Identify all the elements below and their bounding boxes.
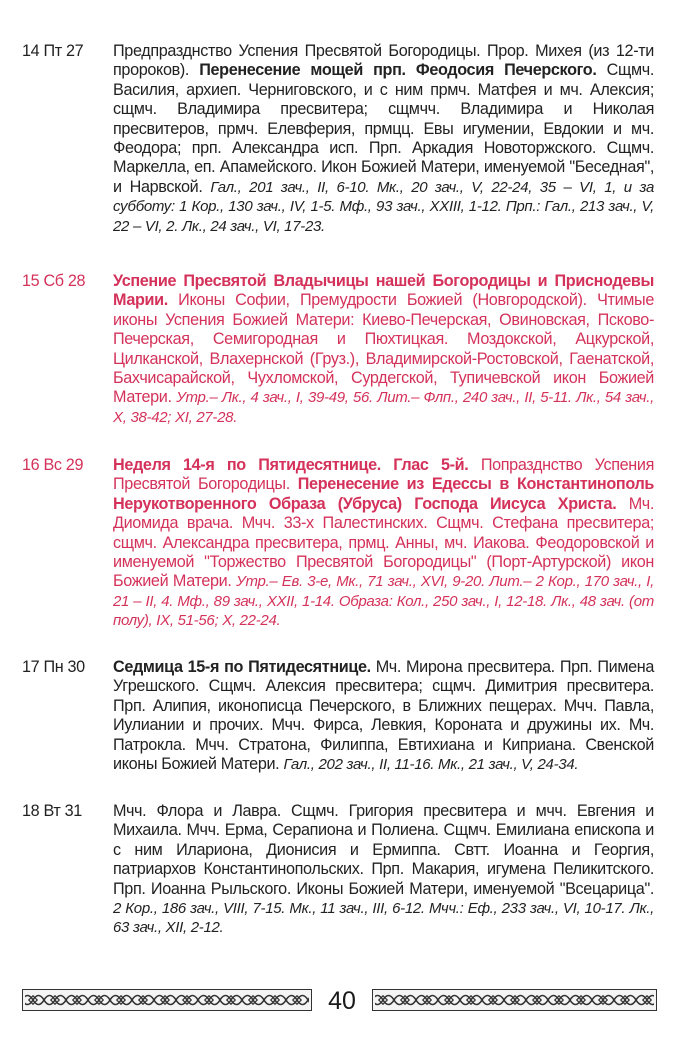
entry-text-part: Сщмч. Василия, архиеп. Черниговского, и с ним прмч. Матфея и мч. Алексия; сщмч. Владимира пресвитера; сщмчч. Владимира и Николая пресвитеров, прмч. Елевферия, прмцц. Евы игумении, Евдокии и мч. Феодора; прп. Александра исп. Прп. Аркадия Новоторжского. Сщмч. Маркелла, еп. Апамейского. Икон Божией Матери, именуемой "Беседная", и Нарвской. (113, 61, 655, 196)
feast-title: Успение Пресвятой Владычицы нашей Богородицы и Приснодевы Марии. (113, 272, 654, 310)
scripture-readings: Утр.– Ев. 3-е, Мк., 71 зач., XVI, 9-20. Лит.– 2 Кор., 170 зач., I, 21 – II, 4. Мф., 89 зач., XXII, 1-14. Образа: Кол., 250 зач., I, 12-18. Лк., 48 зач. (от полу), IX, 51-56; X, 22-24. (113, 573, 654, 630)
feast-title: Перенесение мощей прп. Феодосия Печерского. (199, 61, 597, 80)
entry-date: 18 Вт 31 (22, 802, 82, 820)
entry-text (113, 658, 654, 774)
entry-text-part: Мч. Диомида врача. Мчч. 33-х Палестинских. Сщмч. Стефана пресвитера; сщмч. Александра пресвитера, прмц. Анны, мч. Иакова. Феодоровской и именуемой "Торжество Пресвятой Богородицы" (Порт-Артурской) икон Божией Матери. (113, 494, 654, 591)
scripture-readings: Гал., 202 зач., II, 11-16. Мк., 21 зач., V, 24-34. (283, 756, 579, 774)
feast-title: Перенесение из Едессы в Константинополь Нерукотворенного Образа (Убруса) Господа Иисуса Христа. (113, 475, 654, 513)
entry-text (113, 802, 654, 938)
scripture-readings: 2 Кор., 186 зач., VIII, 7-15. Мк., 11 зач., III, 6-12. Мчч.: Еф., 233 зач., VI, 10-17. Лк., 63 зач., XII, 2-12. (113, 900, 654, 937)
page-number: 40 (328, 987, 356, 1015)
ornament-left-icon (22, 989, 312, 1011)
entry-text-part: Предпразднство Успения Пресвятой Богородицы. Прор. Михея (из 12-ти пророков). (113, 42, 654, 80)
page-footer (0, 986, 677, 1016)
entry-text (113, 42, 654, 236)
scripture-readings: Утр.– Лк., 4 зач., I, 39-49, 56. Лит.– Флп., 240 зач., II, 5-11. Лк., 54 зач., X, 38-42; XI, 27-28. (113, 389, 654, 426)
ornament-right-icon (372, 989, 657, 1011)
entry-date: 15 Сб 28 (22, 272, 86, 290)
entry-date: 17 Пн 30 (22, 658, 85, 676)
entry-date: 14 Пт 27 (22, 42, 84, 60)
entry-text-part: Мчч. Флора и Лавра. Сщмч. Григория пресвитера и мчч. Евгения и Михаила. Мчч. Ерма, Серапиона и Полиена. Сщмч. Емилиана епископа и с ним Илариона, Дионисия и Ермиппа. Свтт. Иоанна и Георгия, патриархов Константинопольских. Прп. Макария, игумена Пеликитского. Прп. Иоанна Рыльского. Иконы Божией Матери, именуемой "Всецарица". (113, 802, 654, 898)
feast-title: Седмица 15-я по Пятидесятнице. (113, 658, 371, 676)
entry-text-part: Мч. Мирона пресвитера. Прп. Пимена Угрешского. Сщмч. Алексия пресвитера; сщмч. Димитрия пресвитера. Прп. Алипия, иконописца Печерского, в Ближних пещерах. Мчч. Павла, Иулиании и прочих. Мчч. Фирса, Левкия, Короната и дружины их. Мч. Патрокла. Мчч. Стратона, Филиппа, Евтихиана и Киприана. Свенской иконы Божией Матери. (113, 658, 655, 774)
entry-text (113, 456, 654, 631)
feast-title: Неделя 14-я по Пятидесятнице. Глас 5-й. (113, 456, 469, 474)
entry-text (113, 272, 654, 427)
scripture-readings: Гал., 201 зач., II, 6-10. Мк., 20 зач., V, 22-24, 35 – VI, 1, и за субботу: 1 Кор., 130 зач., IV, 1-5. Мф., 93 зач., XXIII, 1-12. Прп.: Гал., 213 зач., V, 22 – VI, 2. Лк., 24 зач., VI, 17-23. (113, 178, 654, 235)
entry-text-part: Иконы Софии, Премудрости Божией (Новгородской). Чтимые иконы Успения Божией Матери: Киево-Печерская, Овиновская, Псково-Печерская, Семигородная и Пюхтицкая. Моздокской, Ацкурской, Цилканской, Влахернской (Груз.), Владимирской-Ростовской, Гаенатской, Бахчисарайской, Чухломской, Сурдегской, Тупичевской икон Божией Матери. (113, 291, 654, 407)
entry-text-part: Попразднство Успения Пресвятой Богородицы. (113, 456, 654, 494)
entry-date: 16 Вс 29 (22, 456, 84, 474)
